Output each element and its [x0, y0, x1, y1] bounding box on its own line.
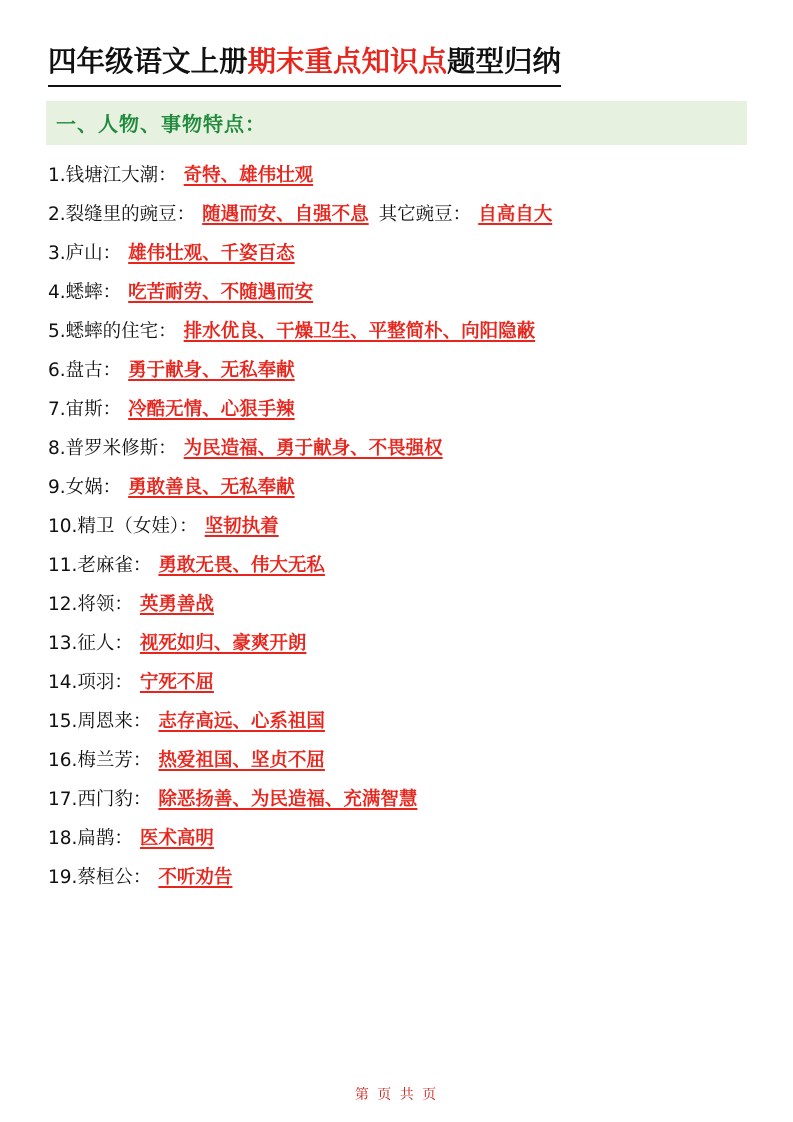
- item-question: 19.蔡桓公：: [48, 867, 152, 889]
- item-answer: 勇于献身、无私奉献: [128, 360, 295, 382]
- item-answer: 冷酷无情、心狠手辣: [128, 399, 295, 421]
- item-question: 8.普罗米修斯：: [48, 438, 177, 460]
- item-answer-secondary: 自高自大: [478, 204, 553, 226]
- knowledge-point-list: [46, 155, 747, 896]
- list-item: [46, 272, 747, 311]
- item-answer: 为民造福、勇于献身、不畏强权: [183, 438, 443, 460]
- section-heading-band: [46, 101, 747, 145]
- list-item: [46, 428, 747, 467]
- page-title: [48, 44, 561, 87]
- item-answer: 勇敢无畏、伟大无私: [158, 555, 325, 577]
- list-item: [46, 701, 747, 740]
- page-title-part3: 题型归纳: [447, 45, 562, 78]
- item-question: 16.梅兰芳：: [48, 750, 152, 772]
- item-answer: 除恶扬善、为民造福、充满智慧: [158, 789, 418, 811]
- list-item: [46, 545, 747, 584]
- list-item: [46, 233, 747, 272]
- item-question-secondary: 其它豌豆：: [378, 204, 472, 226]
- item-answer: 吃苦耐劳、不随遇而安: [128, 282, 314, 304]
- item-answer: 宁死不屈: [139, 672, 214, 694]
- item-question: 11.老麻雀：: [48, 555, 152, 577]
- item-answer: 坚韧执着: [204, 516, 279, 538]
- list-item: [46, 194, 747, 233]
- item-question: 4.蟋蟀：: [48, 282, 122, 304]
- list-item: [46, 584, 747, 623]
- section-heading-label: 一、人物、事物特点：: [56, 111, 266, 136]
- list-item: [46, 857, 747, 896]
- page-footer: [0, 1084, 793, 1104]
- item-question: 7.宙斯：: [48, 399, 122, 421]
- item-question: 12.将领：: [48, 594, 133, 616]
- item-question: 2.裂缝里的豌豆：: [48, 204, 196, 226]
- page-title-part2: 期末重点知识点: [247, 45, 448, 78]
- item-question: 3.庐山：: [48, 243, 122, 265]
- item-answer: 热爱祖国、坚贞不屈: [158, 750, 325, 772]
- list-item: [46, 311, 747, 350]
- item-answer: 排水优良、干燥卫生、平整简朴、向阳隐蔽: [183, 321, 536, 343]
- item-question: 1.钱塘江大潮：: [48, 165, 177, 187]
- page-number-label: 第 页 共 页: [354, 1087, 439, 1103]
- list-item: [46, 623, 747, 662]
- item-question: 5.蟋蟀的住宅：: [48, 321, 177, 343]
- page-title-part1: 四年级语文上册: [48, 45, 248, 78]
- item-answer: 不听劝告: [158, 867, 233, 889]
- item-answer: 勇敢善良、无私奉献: [128, 477, 295, 499]
- item-answer: 雄伟壮观、千姿百态: [128, 243, 295, 265]
- item-question: 10.精卫（女娃）：: [48, 516, 198, 538]
- list-item: [46, 506, 747, 545]
- item-question: 17.西门豹：: [48, 789, 152, 811]
- list-item: [46, 389, 747, 428]
- item-answer: 随遇而安、自强不息: [202, 204, 369, 226]
- item-answer: 医术高明: [139, 828, 214, 850]
- item-answer: 志存高远、心系祖国: [158, 711, 325, 733]
- item-answer: 英勇善战: [139, 594, 214, 616]
- list-item: [46, 779, 747, 818]
- list-item: [46, 818, 747, 857]
- item-question: 18.扁鹊：: [48, 828, 133, 850]
- list-item: [46, 662, 747, 701]
- item-answer: 奇特、雄伟壮观: [183, 165, 314, 187]
- list-item: [46, 155, 747, 194]
- list-item: [46, 467, 747, 506]
- item-question: 14.项羽：: [48, 672, 133, 694]
- item-question: 9.女娲：: [48, 477, 122, 499]
- item-question: 6.盘古：: [48, 360, 122, 382]
- item-answer: 视死如归、豪爽开朗: [139, 633, 307, 655]
- item-question: 13.征人：: [48, 633, 133, 655]
- item-question: 15.周恩来：: [48, 711, 152, 733]
- list-item: [46, 740, 747, 779]
- list-item: [46, 350, 747, 389]
